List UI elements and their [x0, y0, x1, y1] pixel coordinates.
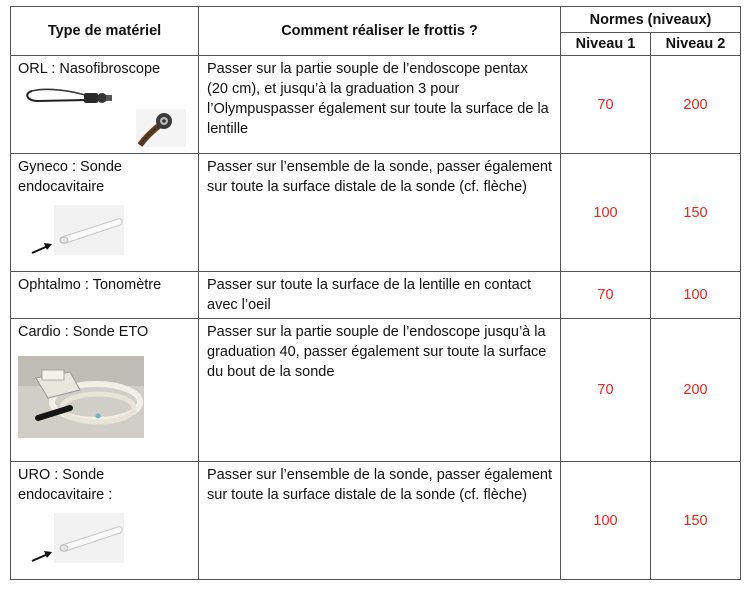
arrow-icon [32, 243, 52, 253]
nasofibroscope-image [18, 79, 193, 147]
type-cell [11, 154, 199, 272]
header-level2: Niveau 2 [651, 33, 741, 56]
table-row [11, 319, 741, 462]
table-row [11, 154, 741, 272]
level2-value: 200 [651, 319, 741, 462]
endoscope-tip-image [136, 109, 186, 147]
level2-value: 100 [651, 272, 741, 319]
level2-value: 150 [651, 462, 741, 580]
type-cell [11, 272, 199, 319]
endocavity-probe-image [18, 505, 193, 571]
header-level1: Niveau 1 [561, 33, 651, 56]
table-row [11, 462, 741, 580]
type-label: ORL : Nasofibroscope [18, 61, 161, 77]
level1-value: 70 [561, 56, 651, 154]
method-cell: Passer sur toute la surface de la lentille en contact avec l’oeil [199, 272, 561, 319]
level1-value: 70 [561, 319, 651, 462]
level2-value: 150 [651, 154, 741, 272]
header-how: Comment réaliser le frottis ? [199, 7, 561, 56]
method-cell: Passer sur la partie souple de l’endoscope jusqu’à la graduation 40, passer également sur toute la surface du bout de la sonde [199, 319, 561, 462]
type-label: URO : Sonde endocavitaire : [18, 467, 113, 503]
type-cell [11, 319, 199, 462]
materials-table [10, 6, 741, 580]
level2-value: 200 [651, 56, 741, 154]
endocavity-probe-image [18, 197, 193, 263]
method-cell: Passer sur la partie souple de l’endoscope pentax (20 cm), et jusqu’à la graduation 3 pour l’Olympuspasser également sur toute la surface de la lentille [199, 56, 561, 154]
table-row [11, 272, 741, 319]
type-label: Cardio : Sonde ETO [18, 324, 149, 340]
eto-probe-image [18, 356, 144, 438]
header-row [11, 7, 741, 33]
type-label: Gyneco : Sonde endocavitaire [18, 159, 122, 195]
type-label: Ophtalmo : Tonomètre [18, 277, 162, 293]
type-cell [11, 56, 199, 154]
arrow-icon [32, 551, 52, 561]
method-cell: Passer sur l’ensemble de la sonde, passer également sur toute la surface distale de la sonde (cf. flèche) [199, 154, 561, 272]
level1-value: 100 [561, 462, 651, 580]
header-norms: Normes (niveaux) [561, 7, 741, 33]
table-row [11, 56, 741, 154]
type-cell [11, 462, 199, 580]
header-type: Type de matériel [11, 7, 199, 56]
level1-value: 100 [561, 154, 651, 272]
level1-value: 70 [561, 272, 651, 319]
method-cell: Passer sur l’ensemble de la sonde, passer également sur toute la surface distale de la sonde (cf. flèche) [199, 462, 561, 580]
